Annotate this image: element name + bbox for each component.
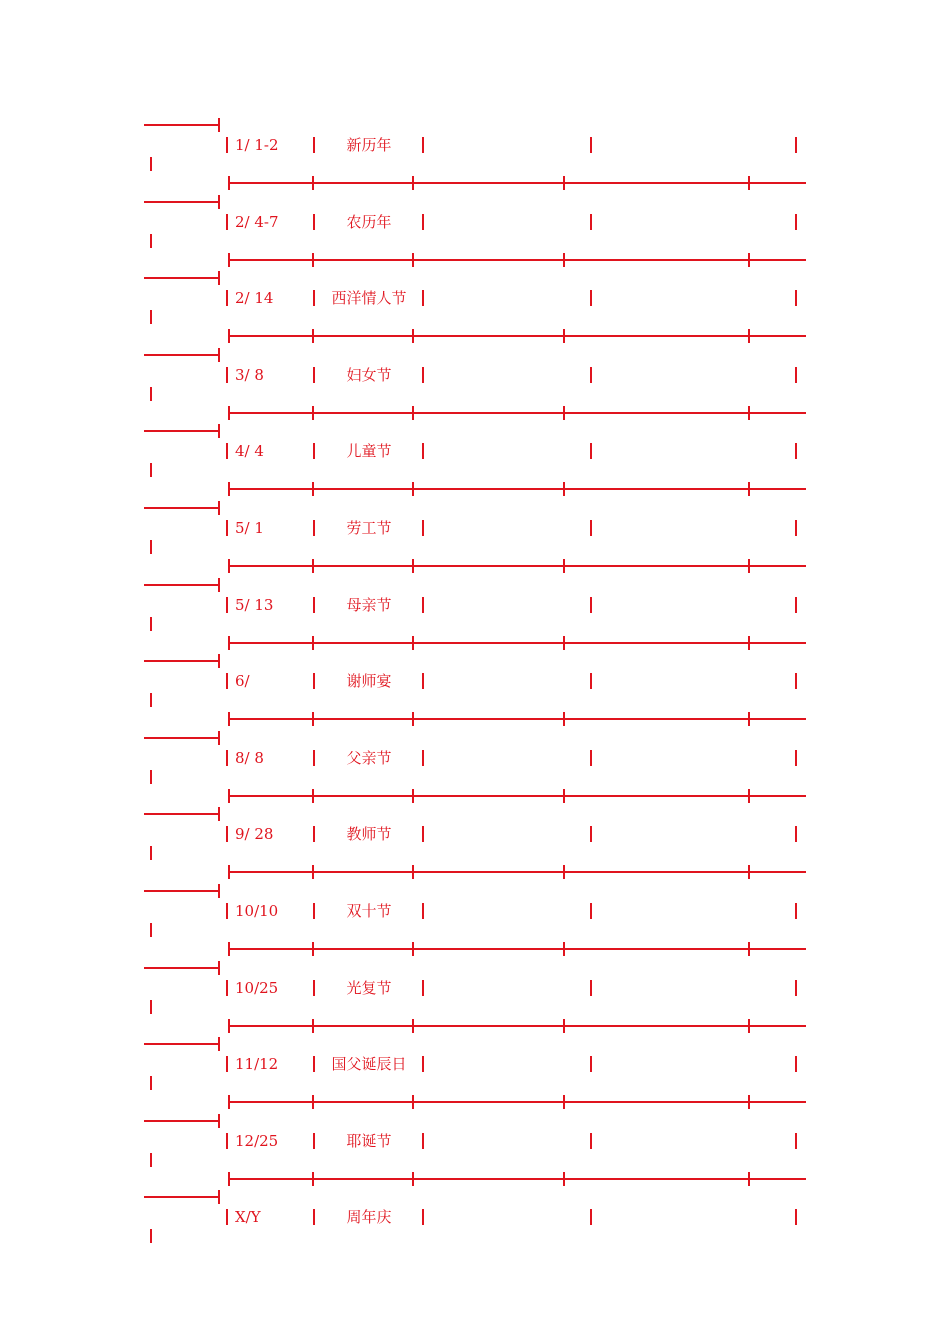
holiday-cell: 教师节 (346, 825, 392, 843)
margin-tick (150, 310, 152, 324)
date-cell: 5/ 1 (235, 519, 264, 537)
cell-border-date (313, 826, 315, 842)
left-stub-line (144, 737, 220, 739)
cell-border-holiday (422, 1056, 424, 1072)
cell-border-date (313, 903, 315, 919)
row-divider-line (228, 642, 806, 644)
row-divider-line (228, 182, 806, 184)
margin-tick (150, 1229, 152, 1243)
row-divider-tick (228, 942, 230, 956)
cell-border-holiday (422, 214, 424, 230)
cell-border-right (795, 980, 797, 996)
cell-border-notes (590, 1209, 592, 1225)
row-divider-line (228, 412, 806, 414)
row-divider-tick (228, 1172, 230, 1186)
cell-border-holiday (422, 290, 424, 306)
row-divider-tick (563, 253, 565, 267)
cell-border-date (313, 1133, 315, 1149)
row-divider-line (228, 259, 806, 261)
cell-border-notes (590, 214, 592, 230)
row-divider-tick (312, 1019, 314, 1033)
cell-border-notes (590, 367, 592, 383)
row-divider-tick (412, 1019, 414, 1033)
cell-border-right (795, 1056, 797, 1072)
margin-tick (150, 923, 152, 937)
cell-border-left (226, 826, 228, 842)
cell-border-right (795, 1133, 797, 1149)
cell-border-holiday (422, 1209, 424, 1225)
cell-border-notes (590, 750, 592, 766)
cell-border-holiday (422, 903, 424, 919)
cell-border-left (226, 290, 228, 306)
row-divider-tick (748, 253, 750, 267)
row-divider-tick (412, 1172, 414, 1186)
cell-border-date (313, 597, 315, 613)
left-stub-tick (218, 884, 220, 898)
cell-border-date (313, 520, 315, 536)
date-cell: 10/10 (235, 902, 279, 920)
row-divider-line (228, 871, 806, 873)
cell-border-holiday (422, 980, 424, 996)
margin-tick (150, 1000, 152, 1014)
row-divider-tick (748, 942, 750, 956)
left-stub-line (144, 967, 220, 969)
cell-border-left (226, 903, 228, 919)
cell-border-right (795, 290, 797, 306)
date-cell: 6/ (235, 672, 250, 690)
left-stub-line (144, 354, 220, 356)
row-divider-tick (563, 482, 565, 496)
cell-border-left (226, 1209, 228, 1225)
cell-border-holiday (422, 750, 424, 766)
holiday-cell: 母亲节 (346, 596, 392, 614)
row-divider-tick (312, 636, 314, 650)
cell-border-left (226, 443, 228, 459)
cell-border-right (795, 443, 797, 459)
cell-border-notes (590, 290, 592, 306)
row-divider-line (228, 1025, 806, 1027)
row-divider-line (228, 1178, 806, 1180)
row-divider-tick (748, 1095, 750, 1109)
cell-border-holiday (422, 826, 424, 842)
margin-tick (150, 234, 152, 248)
cell-border-date (313, 750, 315, 766)
cell-border-notes (590, 137, 592, 153)
holiday-cell: 劳工节 (346, 519, 392, 537)
row-divider-tick (748, 789, 750, 803)
cell-border-left (226, 367, 228, 383)
row-divider-tick (312, 559, 314, 573)
cell-border-notes (590, 443, 592, 459)
cell-border-right (795, 520, 797, 536)
row-divider-tick (412, 176, 414, 190)
row-divider-tick (748, 1019, 750, 1033)
holiday-cell: 周年庆 (346, 1208, 392, 1226)
row-divider-tick (412, 1095, 414, 1109)
row-divider-tick (563, 176, 565, 190)
left-stub-tick (218, 654, 220, 668)
date-cell: 12/25 (235, 1132, 279, 1150)
left-stub-tick (218, 424, 220, 438)
date-cell: 5/ 13 (235, 596, 274, 614)
cell-border-holiday (422, 1133, 424, 1149)
row-divider-tick (312, 176, 314, 190)
date-cell: 3/ 8 (235, 366, 264, 384)
row-divider-tick (412, 636, 414, 650)
row-divider-tick (228, 329, 230, 343)
row-divider-line (228, 565, 806, 567)
margin-tick (150, 846, 152, 860)
cell-border-notes (590, 673, 592, 689)
cell-border-date (313, 443, 315, 459)
left-stub-line (144, 660, 220, 662)
row-divider-tick (748, 636, 750, 650)
cell-border-notes (590, 980, 592, 996)
holiday-cell: 儿童节 (346, 442, 392, 460)
margin-tick (150, 540, 152, 554)
cell-border-left (226, 980, 228, 996)
left-stub-line (144, 277, 220, 279)
row-divider-tick (563, 942, 565, 956)
margin-tick (150, 770, 152, 784)
row-divider-tick (228, 865, 230, 879)
row-divider-tick (748, 406, 750, 420)
cell-border-holiday (422, 520, 424, 536)
cell-border-notes (590, 597, 592, 613)
row-divider-tick (412, 942, 414, 956)
row-divider-tick (748, 176, 750, 190)
row-divider-tick (228, 559, 230, 573)
row-divider-tick (228, 253, 230, 267)
row-divider-tick (228, 1019, 230, 1033)
holiday-cell: 谢师宴 (346, 672, 392, 690)
row-divider-tick (563, 1095, 565, 1109)
cell-border-right (795, 137, 797, 153)
left-stub-tick (218, 271, 220, 285)
left-stub-tick (218, 1190, 220, 1204)
left-stub-line (144, 507, 220, 509)
left-stub-line (144, 890, 220, 892)
cell-border-notes (590, 826, 592, 842)
holiday-cell: 农历年 (346, 213, 392, 231)
date-cell: 2/ 14 (235, 289, 274, 307)
cell-border-date (313, 367, 315, 383)
row-divider-tick (563, 636, 565, 650)
cell-border-date (313, 214, 315, 230)
cell-border-holiday (422, 673, 424, 689)
row-divider-tick (412, 329, 414, 343)
cell-border-notes (590, 1133, 592, 1149)
left-stub-tick (218, 118, 220, 132)
cell-border-left (226, 673, 228, 689)
left-stub-line (144, 1196, 220, 1198)
row-divider-tick (563, 789, 565, 803)
cell-border-left (226, 520, 228, 536)
row-divider-tick (563, 712, 565, 726)
date-cell: 1/ 1-2 (235, 136, 279, 154)
row-divider-line (228, 718, 806, 720)
cell-border-right (795, 1209, 797, 1225)
date-cell: 2/ 4-7 (235, 213, 279, 231)
left-stub-line (144, 1120, 220, 1122)
left-stub-tick (218, 578, 220, 592)
row-divider-tick (748, 865, 750, 879)
date-cell: X/Y (235, 1208, 261, 1226)
left-stub-tick (218, 961, 220, 975)
cell-border-right (795, 750, 797, 766)
left-stub-line (144, 1043, 220, 1045)
holiday-cell: 光复节 (346, 979, 392, 997)
row-divider-tick (563, 559, 565, 573)
left-stub-tick (218, 195, 220, 209)
holiday-cell: 双十节 (346, 902, 392, 920)
cell-border-holiday (422, 597, 424, 613)
cell-border-date (313, 137, 315, 153)
left-stub-tick (218, 501, 220, 515)
row-divider-tick (228, 636, 230, 650)
left-stub-tick (218, 731, 220, 745)
row-divider-line (228, 335, 806, 337)
row-divider-tick (412, 865, 414, 879)
cell-border-notes (590, 1056, 592, 1072)
row-divider-tick (412, 559, 414, 573)
left-stub-tick (218, 348, 220, 362)
row-divider-tick (312, 253, 314, 267)
row-divider-line (228, 948, 806, 950)
row-divider-tick (312, 712, 314, 726)
row-divider-tick (228, 176, 230, 190)
cell-border-left (226, 137, 228, 153)
row-divider-tick (228, 789, 230, 803)
holiday-cell: 国父诞辰日 (331, 1055, 407, 1073)
date-cell: 9/ 28 (235, 825, 274, 843)
holiday-cell: 西洋情人节 (331, 289, 407, 307)
cell-border-right (795, 214, 797, 230)
margin-tick (150, 1076, 152, 1090)
holiday-cell: 耶诞节 (346, 1132, 392, 1150)
cell-border-holiday (422, 367, 424, 383)
cell-border-date (313, 673, 315, 689)
margin-tick (150, 157, 152, 171)
margin-tick (150, 693, 152, 707)
row-divider-tick (563, 406, 565, 420)
left-stub-tick (218, 807, 220, 821)
cell-border-holiday (422, 137, 424, 153)
row-divider-tick (312, 789, 314, 803)
cell-border-date (313, 290, 315, 306)
date-cell: 11/12 (235, 1055, 279, 1073)
row-divider-tick (412, 406, 414, 420)
date-cell: 10/25 (235, 979, 279, 997)
margin-tick (150, 1153, 152, 1167)
holiday-cell: 妇女节 (346, 366, 392, 384)
row-divider-tick (748, 1172, 750, 1186)
cell-border-left (226, 214, 228, 230)
cell-border-date (313, 1209, 315, 1225)
row-divider-tick (228, 712, 230, 726)
row-divider-tick (312, 482, 314, 496)
row-divider-tick (412, 253, 414, 267)
row-divider-tick (228, 1095, 230, 1109)
row-divider-tick (412, 482, 414, 496)
row-divider-tick (312, 1095, 314, 1109)
margin-tick (150, 387, 152, 401)
holiday-cell: 父亲节 (346, 749, 392, 767)
cell-border-right (795, 826, 797, 842)
row-divider-line (228, 1101, 806, 1103)
row-divider-line (228, 488, 806, 490)
cell-border-holiday (422, 443, 424, 459)
row-divider-tick (748, 329, 750, 343)
left-stub-tick (218, 1114, 220, 1128)
cell-border-left (226, 597, 228, 613)
row-divider-tick (312, 329, 314, 343)
row-divider-tick (563, 865, 565, 879)
row-divider-tick (748, 482, 750, 496)
row-divider-tick (228, 482, 230, 496)
margin-tick (150, 463, 152, 477)
row-divider-tick (412, 712, 414, 726)
row-divider-tick (563, 1172, 565, 1186)
row-divider-tick (412, 789, 414, 803)
row-divider-tick (563, 329, 565, 343)
cell-border-notes (590, 903, 592, 919)
left-stub-line (144, 201, 220, 203)
cell-border-left (226, 1133, 228, 1149)
left-stub-tick (218, 1037, 220, 1051)
date-cell: 8/ 8 (235, 749, 264, 767)
row-divider-tick (312, 406, 314, 420)
cell-border-right (795, 673, 797, 689)
left-stub-line (144, 124, 220, 126)
date-cell: 4/ 4 (235, 442, 264, 460)
left-stub-line (144, 430, 220, 432)
cell-border-date (313, 980, 315, 996)
row-divider-tick (312, 1172, 314, 1186)
cell-border-right (795, 367, 797, 383)
cell-border-right (795, 903, 797, 919)
cell-border-date (313, 1056, 315, 1072)
row-divider-tick (563, 1019, 565, 1033)
left-stub-line (144, 584, 220, 586)
row-divider-tick (312, 942, 314, 956)
row-divider-tick (748, 559, 750, 573)
row-divider-tick (748, 712, 750, 726)
margin-tick (150, 617, 152, 631)
row-divider-tick (228, 406, 230, 420)
cell-border-notes (590, 520, 592, 536)
left-stub-line (144, 813, 220, 815)
cell-border-right (795, 597, 797, 613)
row-divider-tick (312, 865, 314, 879)
cell-border-left (226, 750, 228, 766)
row-divider-line (228, 795, 806, 797)
cell-border-left (226, 1056, 228, 1072)
holiday-cell: 新历年 (346, 136, 392, 154)
